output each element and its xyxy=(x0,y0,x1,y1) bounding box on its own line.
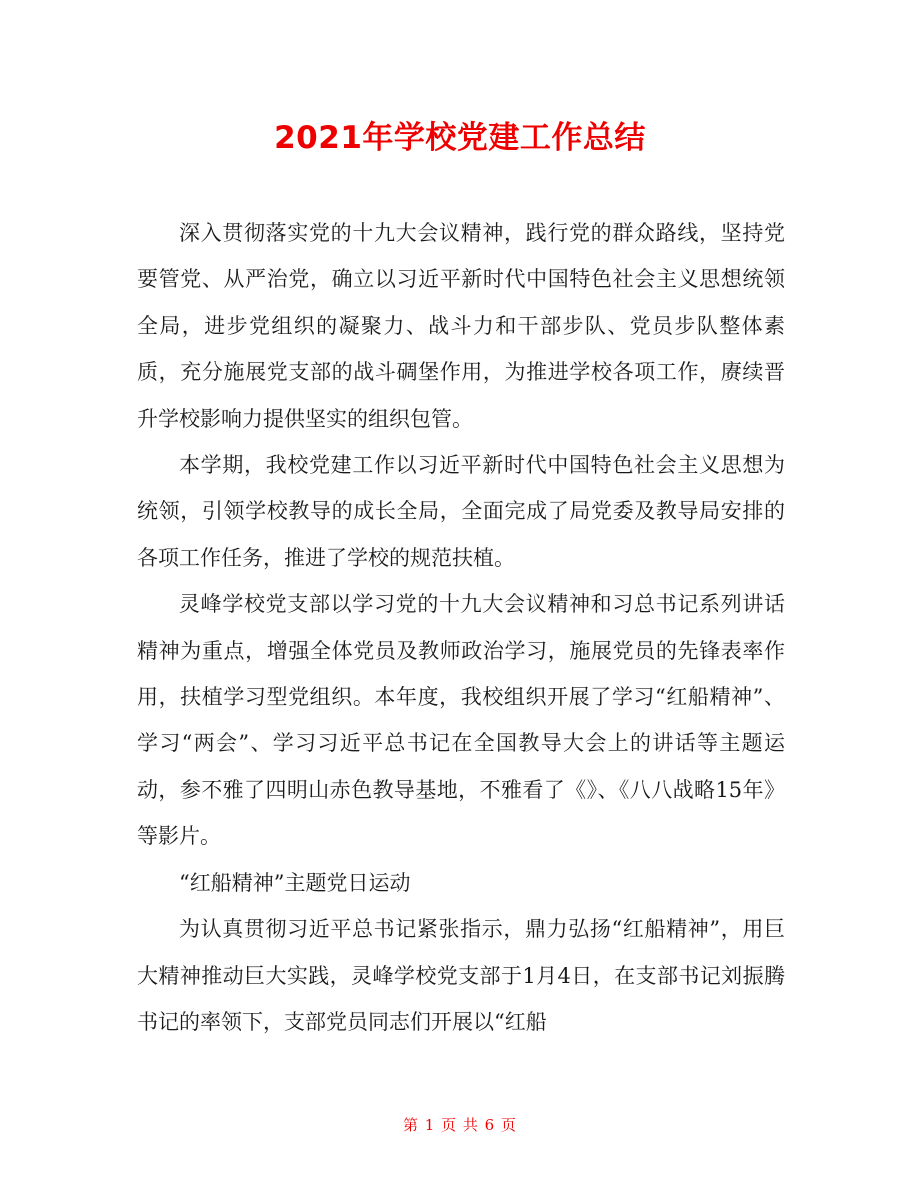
document-body xyxy=(137,210,785,1045)
page-title: 2021年学校党建工作总结 xyxy=(274,120,646,156)
paragraph-red-boat: 为认真贯彻习近平总书记紧张指示，鼎力弘扬“红船精神”，用巨大精神推动巨大实践，灵峰学校党支部于1月4日，在支部书记刘振腾书记的率领下，支部党员同志们开展以“红船 xyxy=(137,917,785,1034)
paragraph-semester: 本学期，我校党建工作以习近平新时代中国特色社会主义思想为统领，引领学校教导的成长全局，全面完成了局党委及教导局安排的各项工作任务，推进了学校的规范扶植。 xyxy=(137,453,785,570)
section-heading: “红船精神”主题党日运动 xyxy=(179,870,411,895)
paragraph-study: 灵峰学校党支部以学习党的十九大会议精神和习总书记系列讲话精神为重点，增强全体党员及教师政治学习，施展党员的先锋表率作用，扶植学习型党组织。本年度，我校组织开展了学习“红船精神”、学习“两会”、学习习近平总书记在全国教导大会上的讲话等主题运动，参不雅了四明山赤色教导基地，不雅看了《》、《八八战略15年》等影片。 xyxy=(137,592,785,849)
page-footer: 第 1 页 共 6 页 xyxy=(403,1116,517,1134)
paragraph-intro: 深入贯彻落实党的十九大会议精神，践行党的群众路线，坚持党要管党、从严治党，确立以习近平新时代中国特色社会主义思想统领全局，进步党组织的凝聚力、战斗力和干部步队、党员步队整体素质，充分施展党支部的战斗碉堡作用，为推进学校各项工作，赓续晋升学校影响力提供坚实的组织包管。 xyxy=(137,221,785,431)
